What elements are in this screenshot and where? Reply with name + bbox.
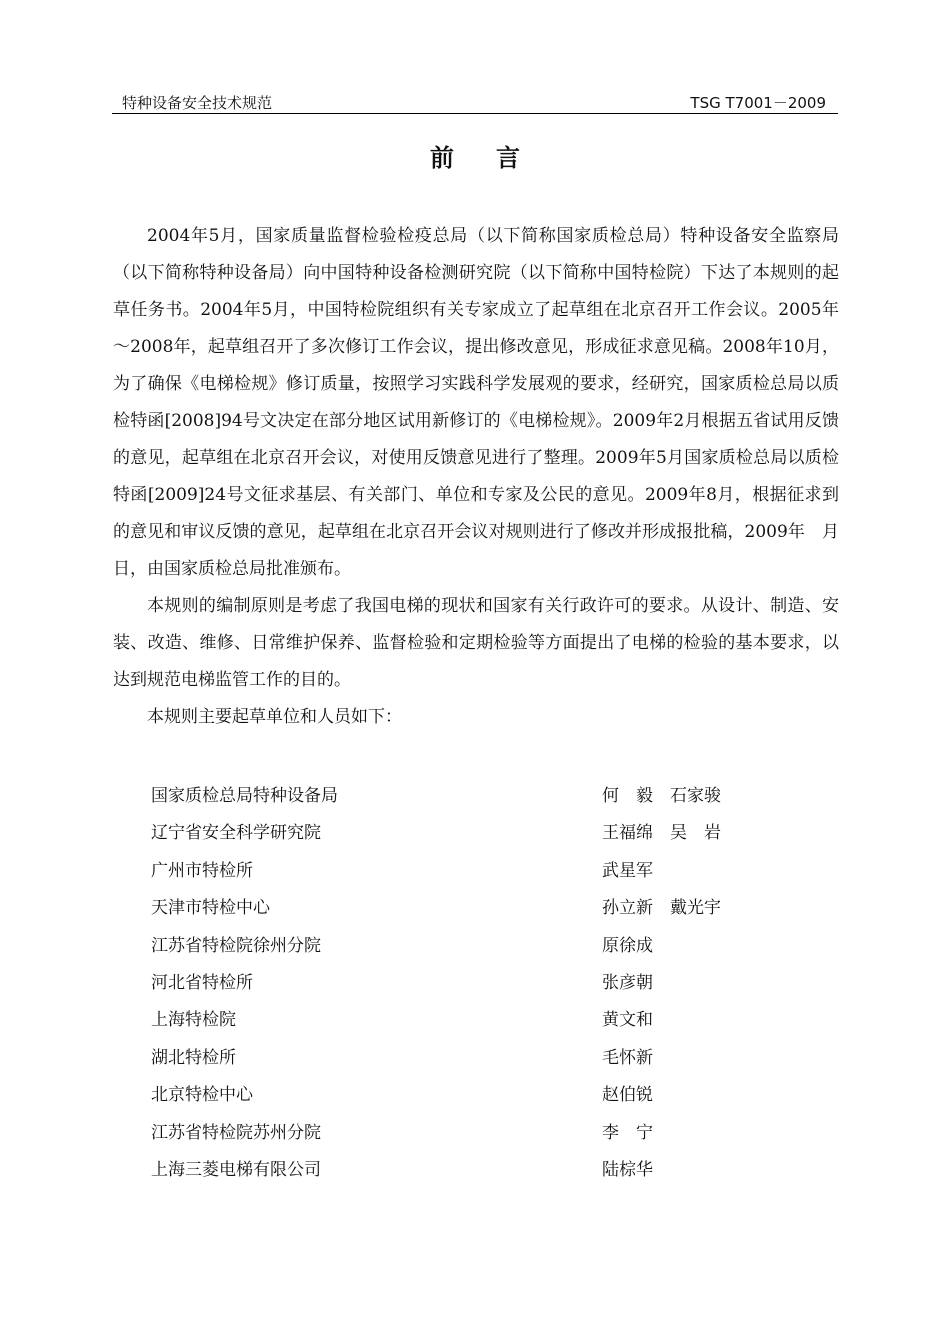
header-rule [112, 113, 838, 114]
drafter-org: 天津市特检中心 [151, 898, 270, 919]
foreword-body [113, 218, 856, 736]
drafter-row [151, 815, 811, 852]
drafter-people: 何 毅 石家骏 [602, 786, 721, 806]
drafter-row [151, 890, 811, 927]
drafter-org: 上海三菱电梯有限公司 [151, 1159, 321, 1180]
page-header [112, 88, 838, 114]
drafter-row [151, 1077, 811, 1114]
drafter-org: 河北省特检所 [151, 972, 253, 993]
drafter-people: 原徐成 [602, 935, 653, 956]
drafter-org: 辽宁省安全科学研究院 [151, 823, 321, 844]
drafter-people: 武星军 [602, 860, 653, 881]
drafter-list [151, 778, 811, 1189]
drafter-people: 张彦朝 [602, 972, 653, 993]
drafter-row [151, 778, 811, 815]
drafter-people: 孙立新 戴光宇 [602, 898, 721, 919]
drafter-org: 江苏省特检院苏州分院 [151, 1122, 321, 1143]
drafter-org: 广州市特检所 [151, 860, 253, 881]
drafter-row [151, 1152, 811, 1189]
drafter-people: 王福绵 吴 岩 [602, 823, 721, 844]
foreword-paragraph-drafters-intro: 本规则主要起草单位和人员如下： [147, 707, 402, 727]
drafter-row [151, 1002, 811, 1039]
drafter-org: 湖北特检所 [151, 1047, 236, 1068]
drafter-row [151, 1115, 811, 1152]
drafter-org: 江苏省特检院徐州分院 [151, 935, 321, 956]
drafter-row [151, 928, 811, 965]
drafter-people: 陆棕华 [602, 1159, 653, 1180]
foreword-paragraph-principles: 本规则的编制原则是考虑了我国电梯的现状和国家有关行政许可的要求。从设计、制造、安装、改造、维修、日常维护保养、监督检验和定期检验等方面提出了电梯的检验的基本要求，以达到规范电梯监管工作的目的。 [113, 596, 839, 690]
drafter-people: 毛怀新 [602, 1047, 653, 1068]
drafter-people: 李 宁 [602, 1122, 653, 1143]
drafter-people: 赵伯锐 [602, 1085, 653, 1106]
drafter-row [151, 965, 811, 1002]
drafter-row [151, 853, 811, 890]
drafter-org: 国家质检总局特种设备局 [151, 786, 338, 806]
page-title: 前言 [430, 144, 562, 172]
drafter-row [151, 1040, 811, 1077]
drafter-people: 黄文和 [602, 1010, 653, 1031]
header-standard-number: TSG T7001－2009 [690, 94, 826, 112]
drafter-org: 北京特检中心 [151, 1085, 253, 1106]
foreword-paragraph-history: 2004年5月，国家质量监督检验检疫总局（以下简称国家质检总局）特种设备安全监察局（以下简称特种设备局）向中国特种设备检测研究院（以下简称中国特检院）下达了本规则的起草任务书。2004年5月，中国特检院组织有关专家成立了起草组在北京召开工作会议。2005年～2008年，起草组召开了多次修订工作会议，提出修改意见，形成征求意见稿。2008年10月，为了确保《电梯检规》修订质量，按照学习实践科学发展观的要求，经研究，国家质检总局以质检特函[2008]94号文决定在部分地区试用新修订的《电梯检规》。2009年2月根据五省试用反馈的意见，起草组在北京召开会议，对使用反馈意见进行了整理。2009年5月国家质检总局以质检特函[2009]24号文征求基层、有关部门、单位和专家及公民的意见。2009年8月，根据征求到的意见和审议反馈的意见，起草组在北京召开会议对规则进行了修改并形成报批稿，2009年 月 日，由国家质检总局批准颁布。 [113, 226, 856, 579]
header-document-category: 特种设备安全技术规范 [122, 94, 273, 112]
drafter-org: 上海特检院 [151, 1010, 236, 1031]
